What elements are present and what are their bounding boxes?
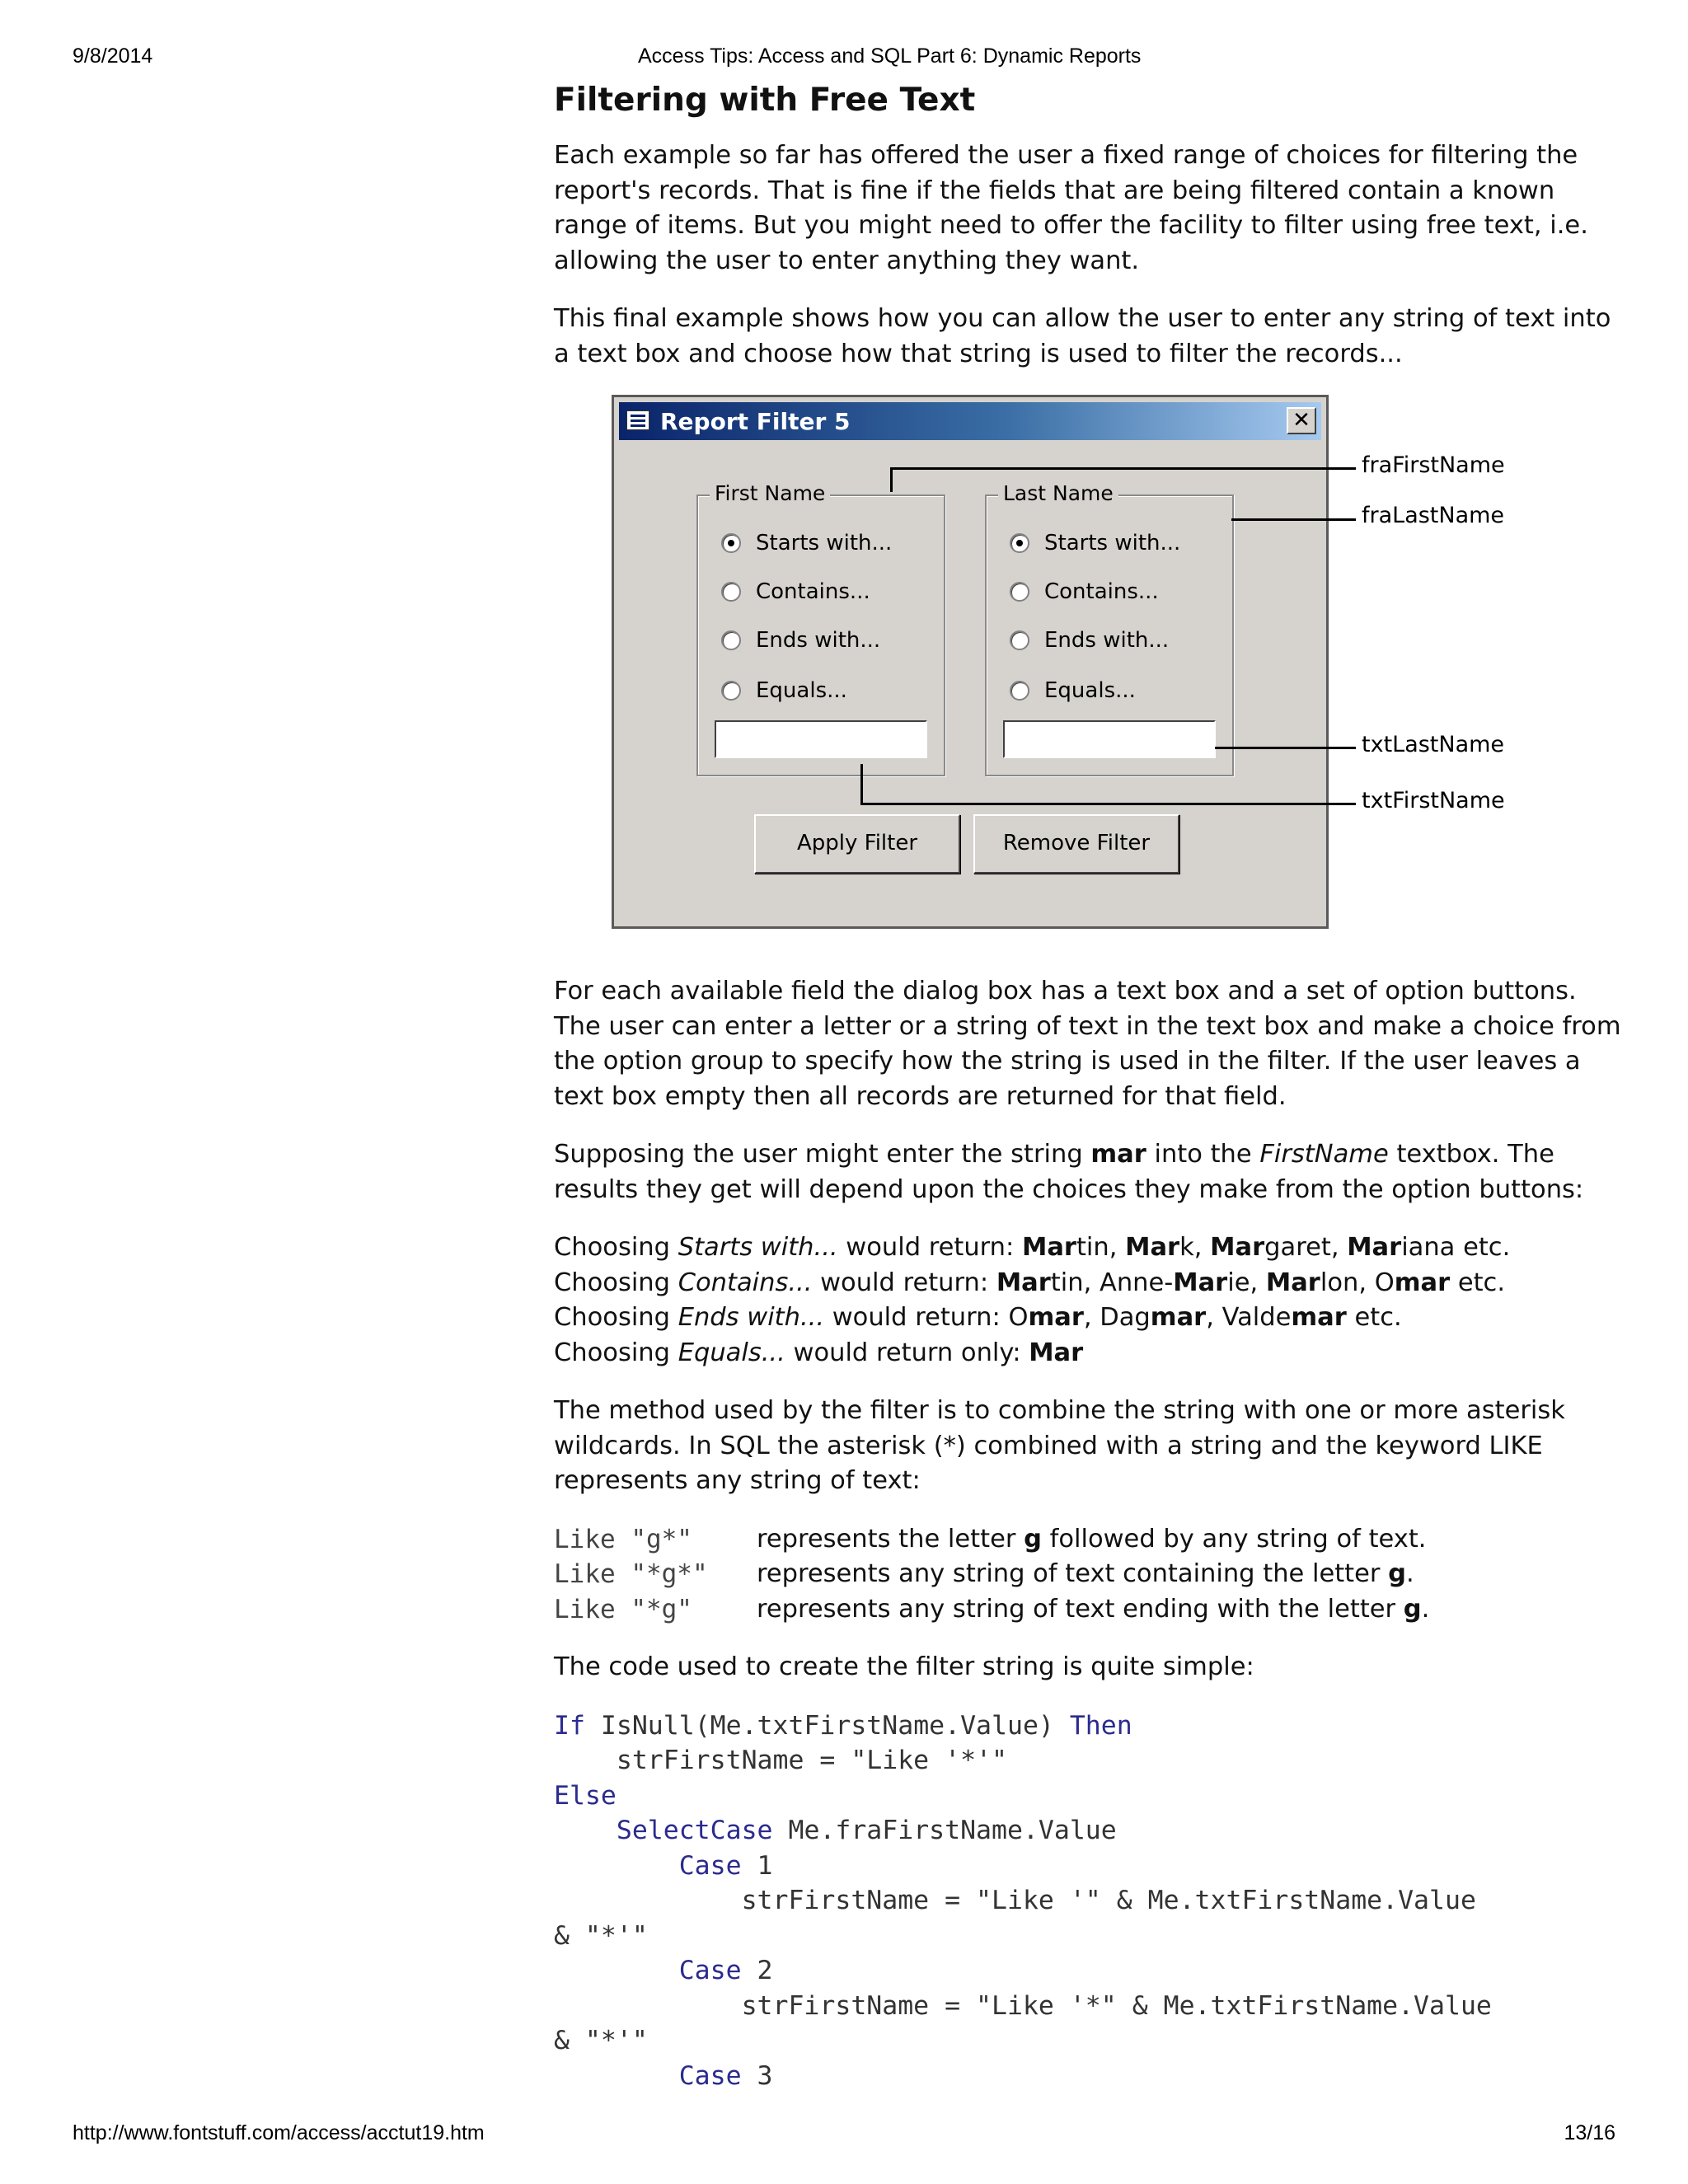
last-name-text-input[interactable]: [1003, 720, 1216, 758]
footer-url: http://www.fontstuff.com/access/acctut19.htm: [73, 2121, 485, 2144]
last-name-legend: Last Name: [998, 481, 1118, 505]
body-paragraph-4: Supposing the user might enter the string mar into the FirstName textbox. The results they get will depend upon the choices they make from the option buttons:: [554, 1140, 1584, 1204]
first-name-option-group: [696, 481, 945, 776]
radio-icon[interactable]: [721, 681, 741, 701]
option-label: Ends with...: [1044, 628, 1170, 653]
close-button[interactable]: [1287, 407, 1316, 434]
option-label: Ends with...: [756, 628, 881, 653]
option-label: Starts with...: [1044, 531, 1181, 555]
first-equals-option[interactable]: [721, 678, 847, 703]
dialog-titlebar[interactable]: [619, 402, 1321, 440]
radio-icon[interactable]: [721, 582, 741, 602]
option-label: Equals...: [756, 678, 847, 703]
like-example-row: Like "*g" represents any string of text ending with the letter g.: [554, 1594, 1430, 1624]
last-starts-with-option[interactable]: [1010, 531, 1180, 555]
header-title: Access Tips: Access and SQL Part 6: Dynamic Reports: [638, 45, 1142, 68]
leader-line: [1231, 518, 1356, 521]
last-contains-option[interactable]: [1010, 579, 1159, 604]
callout-txt-last-name: txtLastName: [1362, 732, 1505, 757]
first-contains-option[interactable]: [721, 579, 870, 604]
body-paragraph-5: The method used by the filter is to combine the string with one or more asterisk wildcards. In SQL the asterisk (*) combined with a string and the keyword LIKE represents any string of text:: [554, 1396, 1565, 1495]
choice-starts-with: Choosing Starts with... would return: Martin, Mark, Margaret, Mariana etc.: [554, 1233, 1511, 1262]
callout-fra-first-name: fraFirstName: [1362, 452, 1505, 478]
body-paragraph-6: The code used to create the filter string is quite simple:: [554, 1652, 1254, 1681]
radio-icon[interactable]: [721, 630, 741, 650]
leader-line: [890, 467, 893, 492]
radio-icon[interactable]: [1010, 681, 1029, 701]
choice-ends-with: Choosing Ends with... would return: Omar, Dagmar, Valdemar etc.: [554, 1303, 1402, 1332]
like-examples: [554, 1522, 1625, 1628]
callout-txt-first-name: txtFirstName: [1362, 788, 1505, 813]
radio-selected-icon[interactable]: [721, 533, 741, 553]
vba-code-block: If IsNull(Me.txtFirstName.Value) Then strFirstName = "Like '*'" Else SelectCase Me.fraFirstName.Value Case 1 strFirstName = "Like '" & Me.txtFirstName.Value & "*'" Case 2 strFirstName = "Like '*" & Me.txtFirstName.Value & "*'" Case 3: [554, 1710, 1492, 2091]
last-equals-option[interactable]: [1010, 678, 1136, 703]
option-label: Contains...: [1044, 579, 1159, 604]
report-filter-dialog: [612, 395, 1329, 929]
dialog-figure: [554, 395, 1625, 951]
header-date: 9/8/2014: [73, 45, 153, 68]
article-content: [554, 79, 1625, 2093]
leader-line: [860, 764, 863, 805]
callout-fra-last-name: fraLastName: [1362, 503, 1505, 528]
form-icon: [626, 410, 649, 430]
body-paragraph-3: For each available field the dialog box has a text box and a set of option buttons. The user can enter a letter or a string of text in the text box and make a choice from the option group to specify how the string is used in the filter. If the user leaves a text box empty then all records are returned for that field.: [554, 977, 1621, 1111]
radio-selected-icon[interactable]: [1010, 533, 1029, 553]
first-starts-with-option[interactable]: [721, 531, 892, 555]
like-example-row: Like "*g*" represents any string of text containing the letter g.: [554, 1559, 1414, 1589]
remove-filter-button[interactable]: Remove Filter: [973, 814, 1179, 874]
leader-line: [890, 467, 1356, 470]
radio-icon[interactable]: [1010, 582, 1029, 602]
last-ends-with-option[interactable]: [1010, 628, 1169, 653]
first-name-legend: First Name: [710, 481, 830, 505]
like-example-row: Like "g*" represents the letter g followed by any string of text.: [554, 1524, 1427, 1554]
intro-paragraph-2: This final example shows how you can allow the user to enter any string of text into a text box and choose how that string is used to filter the records...: [554, 304, 1611, 368]
footer-page-number: 13/16: [1564, 2121, 1615, 2144]
first-name-text-input[interactable]: [715, 720, 927, 758]
leader-line: [1215, 747, 1356, 749]
radio-icon[interactable]: [1010, 630, 1029, 650]
leader-line: [860, 803, 1356, 805]
choices-list: [554, 1230, 1625, 1371]
section-heading: Filtering with Free Text: [554, 82, 976, 119]
option-label: Equals...: [1044, 678, 1136, 703]
dialog-title: Report Filter 5: [660, 408, 851, 435]
intro-paragraph-1: Each example so far has offered the user a fixed range of choices for filtering the report's records. That is fine if the fields that are being filtered contain a known range of items. But you might need to offer the facility to filter using free text, i.e. allowing the user to enter anything they want.: [554, 141, 1588, 275]
choice-equals: Choosing Equals... would return only: Mar: [554, 1338, 1084, 1367]
last-name-option-group: [985, 481, 1234, 776]
option-label: Contains...: [756, 579, 870, 604]
apply-filter-button[interactable]: Apply Filter: [754, 814, 960, 874]
first-ends-with-option[interactable]: [721, 628, 880, 653]
choice-contains: Choosing Contains... would return: Martin, Anne-Marie, Marlon, Omar etc.: [554, 1268, 1506, 1297]
option-label: Starts with...: [756, 531, 893, 555]
close-icon: ✕: [1292, 408, 1311, 433]
